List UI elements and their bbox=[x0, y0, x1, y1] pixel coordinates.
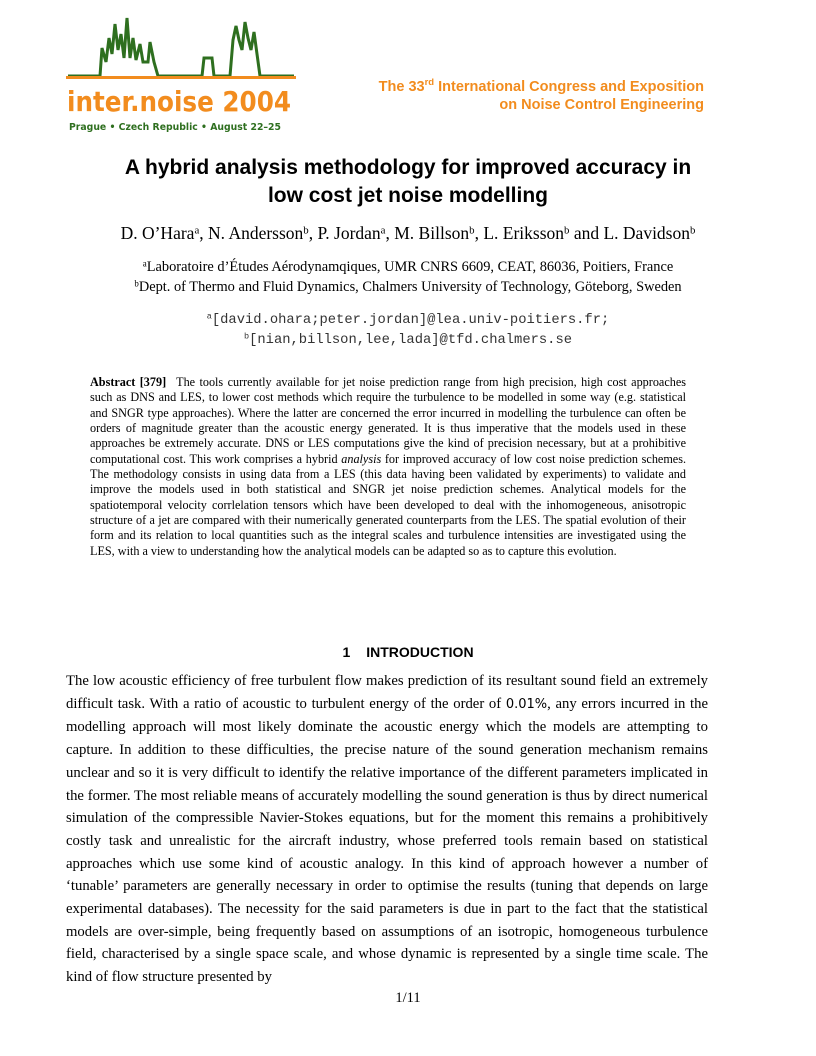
abstract: Abstract [379] The tools currently available for jet noise prediction range from high precision, high cost approaches such as DNS and LES, to lower cost methods which require the turbulence to be modelled in some way (e.g. statistical and SNGR type approaches). Where the latter are concerned the error incurred in modelling the turbulence can often be orders of magnitude greater than the acoustic energy generated. It is thus imperative that the models used in these approaches be extremely accurate. DNS or LES computations give the kind of precision necessary, but at a prohibitive computational cost. This work comprises a hybrid analysis for improved accuracy of low cost noise prediction schemes. The methodology consists in using data from a LES (this data having been validated by experiments) to validate and improve the models used in both statistical and SNGR jet noise prediction schemes. Analytical models for the spatiotemporal velocity corrlelation tensors which have been developed to deal with the inhomogeneous, anisotropic structure of a jet are compared with their numerically generated counterparts from the LES. The spatial evolution of their form and its relation to local quantities such as the integral scales and turbulence intensities are investigated using the LES, with a view to understanding how the analytical models can be adapted so as to capture this evolution. bbox=[90, 375, 686, 558]
author: L. Davidson$^b$ bbox=[603, 223, 696, 243]
title-line-1: A hybrid analysis methodology for improved accuracy in bbox=[124, 156, 692, 179]
email-line-a: $^a$[david.ohara;peter.jordan]@lea.univ-poitiers.fr; bbox=[206, 311, 610, 328]
author: M. Billson$^b$, bbox=[394, 223, 484, 243]
abstract-label: Abstract [379] bbox=[90, 375, 167, 389]
author: P. Jordan$^a$, bbox=[317, 223, 395, 243]
author-list bbox=[30, 222, 786, 244]
section-heading: 1 INTRODUCTION bbox=[342, 644, 474, 660]
author: D. O’Hara$^a$, bbox=[120, 223, 209, 243]
title-line-2: low cost jet noise modelling bbox=[267, 184, 549, 207]
logo-orange-bar bbox=[66, 76, 296, 79]
conference-line-1: The 33rd International Congress and Exposition bbox=[378, 77, 704, 95]
author: N. Andersson$^b$, bbox=[208, 223, 318, 243]
logo-wordmark: inter.noise 2004 bbox=[67, 85, 291, 118]
prague-skyline-icon bbox=[68, 18, 294, 76]
author: L. Eriksson$^b$ and bbox=[483, 223, 604, 243]
logo-tagline: Prague • Czech Republic • August 22–25 bbox=[69, 122, 281, 133]
paper-title bbox=[40, 154, 776, 210]
conference-name bbox=[379, 78, 704, 114]
author-emails bbox=[30, 311, 786, 351]
conference-line-2: on Noise Control Engineering bbox=[499, 97, 704, 113]
page-number: 1/11 bbox=[395, 990, 421, 1006]
introduction-text: The low acoustic efficiency of free turbulent flow makes prediction of its resultant sound field an extremely difficult task. With a ratio of acoustic to turbulent energy of the order of 0.01%, any errors incurred in the modelling approach will most likely dominate the acoustic energy which the models are attempting to capture. In addition to these difficulties, the precise nature of the sound generation mechanism remains unclear and so it is very difficult to identify the relative importance of the different parameters implicated in the former. The most reliable means of accurately modelling the sound generation is thus by direct numerical simulation of the compressible Navier-Stokes equations, but for the moment this remains a prohibitively costly task and unrealistic for the aircraft industry, whose preferred tools remain based on statistical approaches which use some kind of acoustic analogy. In this kind of approach however a number of ‘tunable’ parameters are generally necessary in order to optimise the results (tuning that depends on large experimental databases). The necessity for the said parameters is due in part to the fact that the statistical models are over-simple, being frequently based on assumptions of an isotropic, homogeneous turbulence field, characterised by a single space scale, and whose dynamic is represented by a single time scale. The kind of flow structure presented by bbox=[66, 673, 708, 986]
affiliation-b: $^b$Dept. of Thermo and Fluid Dynamics, Chalmers University of Technology, Göteborg, Sweden bbox=[134, 278, 682, 295]
affiliation-a: $^a$Laboratoire d’Études Aérodynamqiques, UMR CNRS 6609, CEAT, 86036, Poitiers, France bbox=[142, 258, 674, 275]
inline-math: 0.01% bbox=[505, 696, 548, 712]
email-line-b: $^b$[nian,billson,lee,lada]@tfd.chalmers.se bbox=[243, 331, 573, 348]
affiliations bbox=[30, 257, 786, 297]
internoise-logo bbox=[62, 14, 302, 138]
